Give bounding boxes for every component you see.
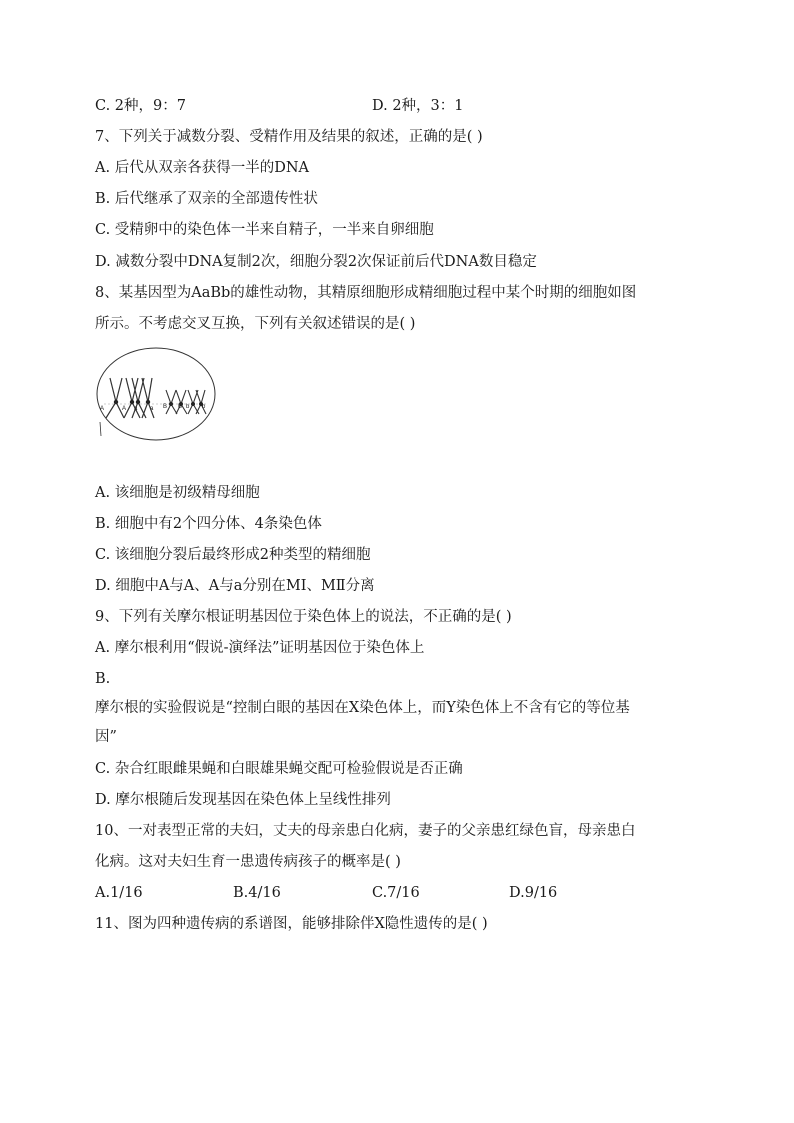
- q7-option-d: D. 减数分裂中DNA复制2次，细胞分裂2次保证前后代DNA数目稳定: [95, 254, 537, 270]
- q10-option-a: A.1/16: [95, 885, 143, 901]
- q6-option-c: C. 2种，9：7: [95, 98, 186, 114]
- q9-option-d: D. 摩尔根随后发现基因在染色体上呈线性排列: [95, 792, 391, 808]
- label-a4: a: [150, 406, 154, 412]
- q10-option-d: D.9/16: [509, 885, 558, 901]
- label-b3: b: [186, 404, 190, 410]
- q6-option-d: D. 2种，3：1: [372, 98, 464, 114]
- q8-option-b: B. 细胞中有2个四分体、4条染色体: [95, 516, 322, 532]
- q10-option-c: C.7/16: [372, 885, 420, 901]
- q9-option-c: C. 杂合红眼雌果蝇和白眼雄果蝇交配可检验假说是否正确: [95, 761, 463, 777]
- q11-stem: 11、图为四种遗传病的系谱图，能够排除伴X隐性遗传的是( ): [95, 916, 488, 932]
- q8-stem-line2: 所示。不考虑交叉互换，下列有关叙述错误的是( ): [95, 316, 416, 332]
- q10-stem-line2: 化病。这对夫妇生育一患遗传病孩子的概率是( ): [95, 854, 401, 870]
- q8-option-d: D. 细胞中A与A、A与a分别在MⅠ、MⅡ分离: [95, 578, 375, 594]
- label-b1: B: [163, 404, 168, 410]
- cell-figure: [92, 344, 222, 444]
- q9-option-b-line2: 因”: [95, 729, 117, 745]
- q7-option-c: C. 受精卵中的染色体一半来自精子，一半来自卵细胞: [95, 222, 434, 238]
- tetrad-large: [100, 378, 154, 418]
- label-a2: A: [122, 406, 127, 412]
- q8-option-a: A. 该细胞是初级精母细胞: [95, 485, 260, 501]
- label-b4: b: [202, 404, 206, 410]
- label-a1: A: [100, 406, 105, 412]
- q9-stem: 9、下列有关摩尔根证明基因位于染色体上的说法，不正确的是( ): [95, 609, 512, 625]
- q7-stem: 7、下列关于减数分裂、受精作用及结果的叙述，正确的是( ): [95, 129, 483, 145]
- label-a3: a: [134, 406, 138, 412]
- q9-option-b-line1: 摩尔根的实验假说是“控制白眼的基因在X染色体上，而Y染色体上不含有它的等位基: [95, 700, 630, 716]
- q10-option-b: B.4/16: [233, 885, 281, 901]
- q7-option-a: A. 后代从双亲各获得一半的DNA: [95, 160, 309, 176]
- cell-diagram: [92, 344, 222, 444]
- q7-option-b: B. 后代继承了双亲的全部遗传性状: [95, 191, 318, 207]
- q8-option-c: C. 该细胞分裂后最终形成2种类型的精细胞: [95, 547, 371, 563]
- label-b2: B: [178, 404, 183, 410]
- q8-stem-line1: 8、某基因型为AaBb的雄性动物，其精原细胞形成精细胞过程中某个时期的细胞如图: [95, 285, 637, 301]
- q9-option-a: A. 摩尔根利用“假说-演绎法”证明基因位于染色体上: [95, 640, 425, 656]
- tetrad-small: [163, 390, 206, 414]
- q9-option-b-label: B.: [95, 671, 111, 687]
- q10-stem-line1: 10、一对表型正常的夫妇，丈夫的母亲患白化病，妻子的父亲患红绿色盲，母亲患白: [95, 823, 636, 839]
